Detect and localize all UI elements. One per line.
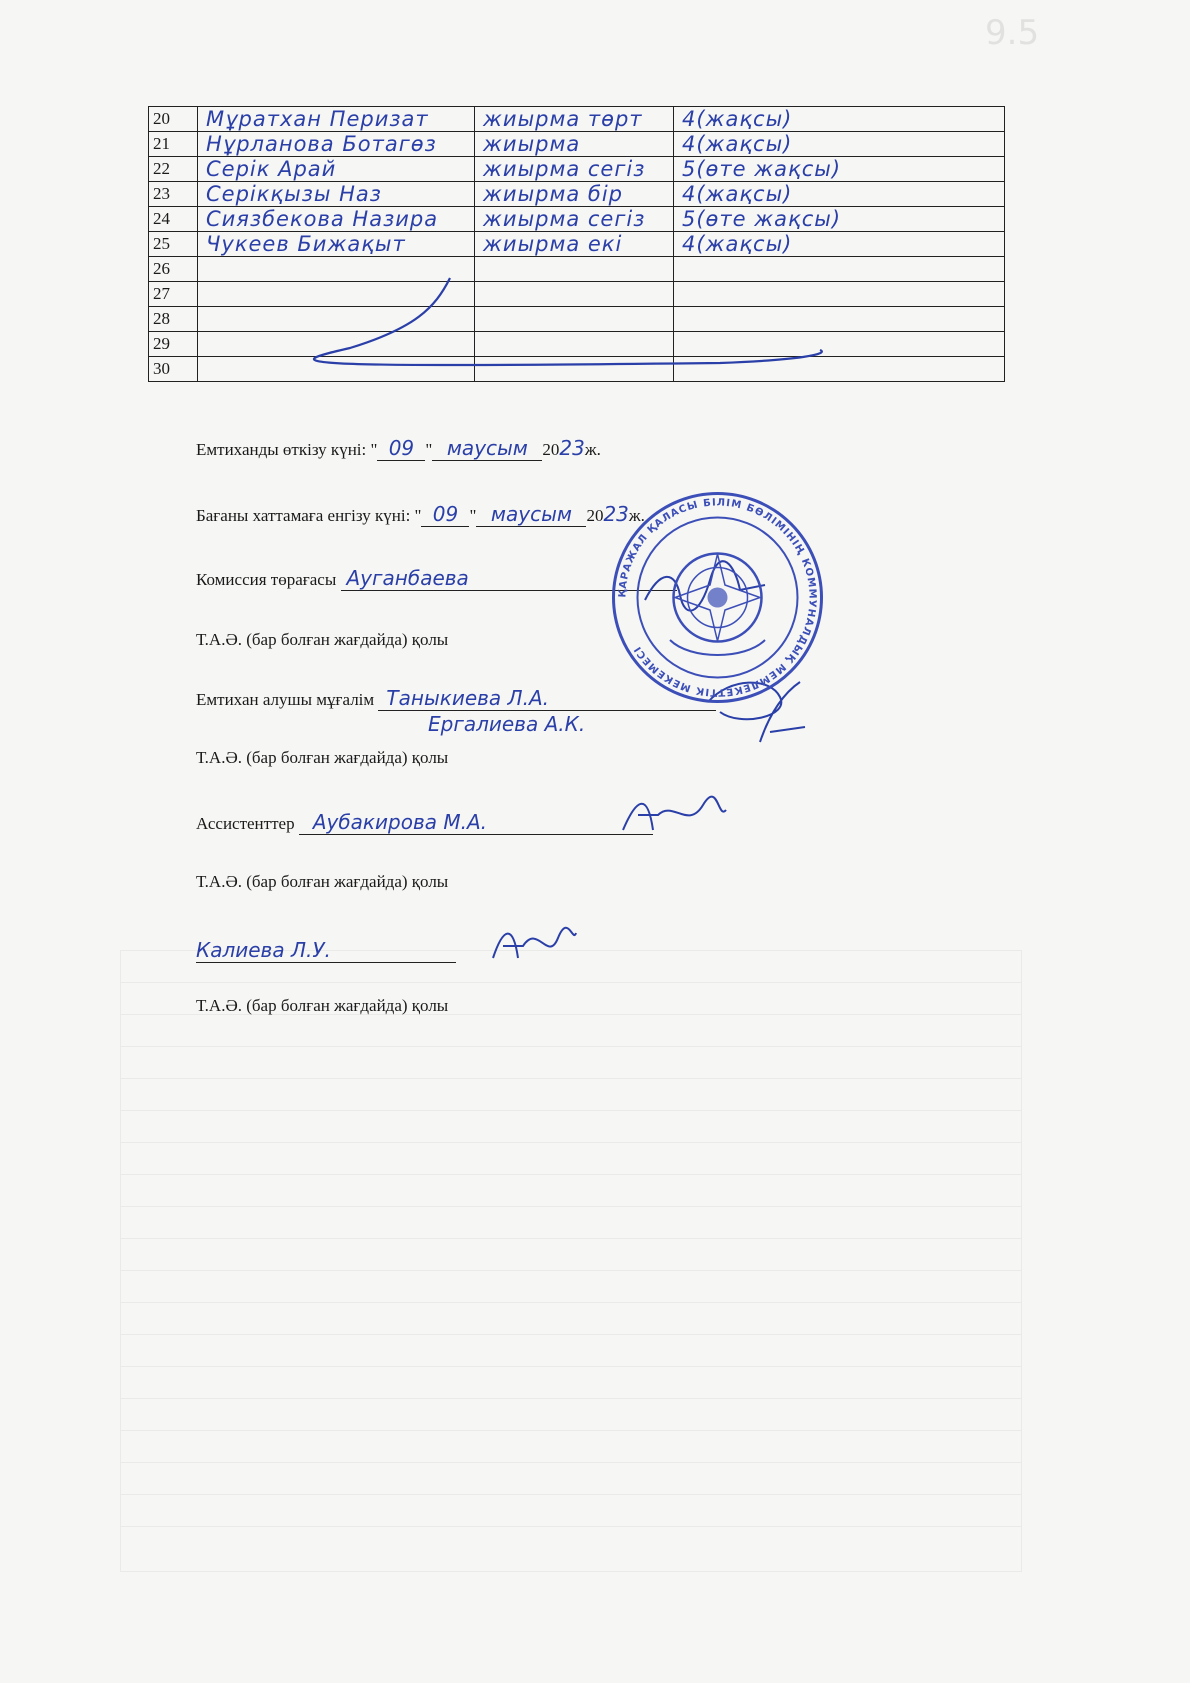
stamp-text: ҚАРАЖАЛ ҚАЛАСЫ БІЛІМ БӨЛІМІНІҢ КОММУНАЛДЫҚ МЕМЛЕКЕТТІК МЕКЕМЕСІ <box>617 497 818 698</box>
grade-mark-cell <box>674 207 1005 232</box>
student-name-cell <box>198 232 475 257</box>
row-number-cell <box>149 282 198 307</box>
row-number-cell <box>149 132 198 157</box>
exam-date-line: Емтиханды өткізу күні: " 09 " маусым 2023ж. <box>196 436 601 460</box>
table-row <box>149 182 1005 207</box>
row-number: 29 <box>153 334 170 353</box>
assistant-2-signature <box>488 918 578 968</box>
teacher-label: Емтихан алушы мұғалім <box>196 690 375 709</box>
table-row <box>149 132 1005 157</box>
student-name-cell <box>198 207 475 232</box>
exam-date-year: 23 <box>559 436 585 460</box>
row-number: 24 <box>153 209 170 228</box>
reverse-side-bleedthrough <box>120 950 1022 1572</box>
chair-label: Комиссия төрағасы <box>196 570 337 589</box>
row-number: 21 <box>153 134 170 153</box>
row-number-cell <box>149 157 198 182</box>
grade-mark-cell <box>674 107 1005 132</box>
page-corner-mark-text: 9.5 <box>985 13 1040 52</box>
student-name-cell <box>198 157 475 182</box>
grade-mark-cell <box>674 132 1005 157</box>
assistant-2-line <box>196 938 456 963</box>
grade-in-words: жиырма екі <box>483 232 623 256</box>
grade-in-words-cell <box>475 132 674 157</box>
grade-mark-cell <box>674 232 1005 257</box>
grade-mark-cell <box>674 157 1005 182</box>
chair-name: Ауганбаева <box>341 566 677 591</box>
row-number-cell <box>149 232 198 257</box>
exam-date-day: 09 <box>377 436 425 461</box>
row-number-cell <box>149 207 198 232</box>
row-number: 20 <box>153 109 170 128</box>
grade-mark: 4(жақсы) <box>682 107 793 131</box>
student-name: Сиязбекова Назира <box>206 207 439 231</box>
student-name: Мұратхан Перизат <box>206 107 429 131</box>
grade-in-words-cell <box>475 182 674 207</box>
assistants-caption-1: Т.А.Ә. (бар болған жағдайда) қолы <box>196 872 449 891</box>
row-number: 27 <box>153 284 170 303</box>
student-name: Нұрланова Ботагөз <box>206 132 437 156</box>
grade-mark: 4(жақсы) <box>682 182 793 206</box>
student-name: Серікқызы Наз <box>206 182 382 206</box>
grade-in-words-cell <box>475 157 674 182</box>
chair-line <box>196 566 677 591</box>
row-number: 28 <box>153 309 170 328</box>
table-row <box>149 157 1005 182</box>
entry-date-label: Бағаны хаттамаға енгізу күні: " <box>196 506 422 525</box>
row-number-cell <box>149 357 198 382</box>
grade-in-words-cell <box>475 107 674 132</box>
row-number-cell <box>149 332 198 357</box>
student-name-cell <box>198 132 475 157</box>
assistants-line <box>196 810 653 835</box>
exam-date-month: маусым <box>432 436 542 461</box>
table-row <box>149 107 1005 132</box>
page-corner-mark <box>980 12 1040 52</box>
row-number: 25 <box>153 234 170 253</box>
grade-in-words: жиырма төрт <box>483 107 643 131</box>
grade-in-words: жиырма сегіз <box>483 207 646 231</box>
row-number: 26 <box>153 259 170 278</box>
teacher-name-2: Ергалиева А.К. <box>428 712 586 736</box>
empty-rows-strikeout <box>200 268 830 388</box>
row-number-cell <box>149 182 198 207</box>
grade-in-words-cell <box>475 207 674 232</box>
table-row <box>149 207 1005 232</box>
exam-date-label: Емтиханды өткізу күні: " <box>196 440 378 459</box>
assistant-name-2: Калиева Л.У. <box>196 938 456 963</box>
row-number: 30 <box>153 359 170 378</box>
grade-mark: 5(өте жақсы) <box>682 207 842 231</box>
entry-date-line: Бағаны хаттамаға енгізу күні: " 09 " маусым 2023ж. <box>196 502 645 526</box>
row-number: 23 <box>153 184 170 203</box>
assistant-name-1: Аубакирова М.А. <box>299 810 653 835</box>
entry-date-year: 23 <box>603 502 629 526</box>
grade-mark: 4(жақсы) <box>682 232 793 256</box>
teacher-name-1: Таныкиева Л.А. <box>378 686 716 711</box>
assistants-caption-2: Т.А.Ә. (бар болған жағдайда) қолы <box>196 996 449 1015</box>
student-name-cell <box>198 107 475 132</box>
student-name: Серік Арай <box>206 157 337 181</box>
chair-caption: Т.А.Ә. (бар болған жағдайда) қолы <box>196 630 449 649</box>
grade-mark: 4(жақсы) <box>682 132 793 156</box>
grade-in-words: жиырма <box>483 132 581 156</box>
table-row <box>149 232 1005 257</box>
grade-in-words: жиырма бір <box>483 182 623 206</box>
official-stamp <box>610 490 825 705</box>
row-number-cell <box>149 307 198 332</box>
row-number-cell <box>149 107 198 132</box>
teacher-caption: Т.А.Ә. (бар болған жағдайда) қолы <box>196 748 449 767</box>
grade-mark: 5(өте жақсы) <box>682 157 842 181</box>
grade-in-words-cell <box>475 232 674 257</box>
grade-in-words: жиырма сегіз <box>483 157 646 181</box>
grade-mark-cell <box>674 182 1005 207</box>
entry-date-month: маусым <box>476 502 586 527</box>
student-name: Чукеев Бижақыт <box>206 232 406 256</box>
student-name-cell <box>198 182 475 207</box>
row-number: 22 <box>153 159 170 178</box>
assistants-label: Ассистенттер <box>196 814 295 833</box>
row-number-cell <box>149 257 198 282</box>
assistant-1-signature <box>618 790 728 840</box>
entry-date-day: 09 <box>421 502 469 527</box>
